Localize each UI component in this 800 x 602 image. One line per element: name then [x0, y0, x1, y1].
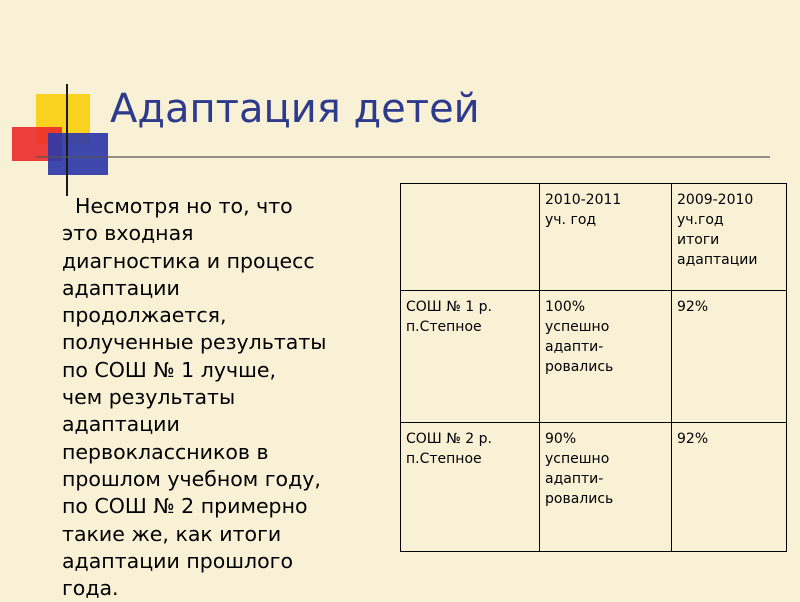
table-row: [401, 423, 787, 552]
body-line: Несмотря но то, что: [75, 194, 293, 218]
body-line: года.: [62, 576, 119, 601]
body-line: адаптации: [62, 275, 180, 300]
slide-title: Адаптация детей: [110, 86, 480, 132]
header-cell-2009-2010: [672, 184, 787, 291]
cell-line: ровались: [545, 491, 614, 507]
body-line: прошлом учебном году,: [62, 466, 321, 491]
cell-line: уч.год: [677, 212, 724, 228]
body-paragraph: [62, 193, 382, 602]
row-label-cell: [401, 291, 540, 423]
deco-blue-square: [48, 133, 108, 175]
cell-line: адаптации: [677, 252, 758, 268]
body-line: чем результаты: [62, 385, 236, 410]
cell-line: адапти-: [545, 339, 604, 355]
cell-line: итоги: [677, 232, 720, 248]
body-line: адаптации: [62, 412, 180, 437]
cell-line: адапти-: [545, 471, 604, 487]
value-cell: [540, 291, 672, 423]
body-line: это входная: [62, 221, 194, 246]
body-line: адаптации прошлого: [62, 548, 293, 573]
cell-line: 92%: [677, 299, 709, 315]
body-line: полученные результаты: [62, 330, 327, 355]
cell-line: 2010-2011: [545, 192, 622, 208]
cell-line: успешно: [545, 451, 610, 467]
table-corner-cell: [401, 184, 540, 291]
body-line: диагностика и процесс: [62, 248, 315, 273]
adaptation-table: [400, 183, 787, 552]
body-line: по СОШ № 1 лучше,: [62, 357, 276, 382]
cell-line: успешно: [545, 319, 610, 335]
cell-line: СОШ № 1 р.: [406, 299, 492, 315]
body-line: по СОШ № 2 примерно: [62, 494, 308, 519]
cell-line: п.Степное: [406, 451, 482, 467]
cell-line: СОШ № 2 р.: [406, 431, 492, 447]
header-cell-2010-2011: [540, 184, 672, 291]
cell-line: 100%: [545, 299, 586, 315]
cell-line: п.Степное: [406, 319, 482, 335]
row-label-cell: [401, 423, 540, 552]
cell-line: 92%: [677, 431, 709, 447]
cell-line: ровались: [545, 359, 614, 375]
table-row: [401, 291, 787, 423]
cell-line: уч. год: [545, 212, 597, 228]
value-cell: [540, 423, 672, 552]
value-cell: [672, 423, 787, 552]
cell-line: 90%: [545, 431, 577, 447]
body-line: продолжается,: [62, 303, 227, 328]
table-header-row: [401, 184, 787, 291]
value-cell: [672, 291, 787, 423]
cell-line: 2009-2010: [677, 192, 754, 208]
body-line: такие же, как итоги: [62, 521, 282, 546]
body-line: первоклассников в: [62, 439, 269, 464]
